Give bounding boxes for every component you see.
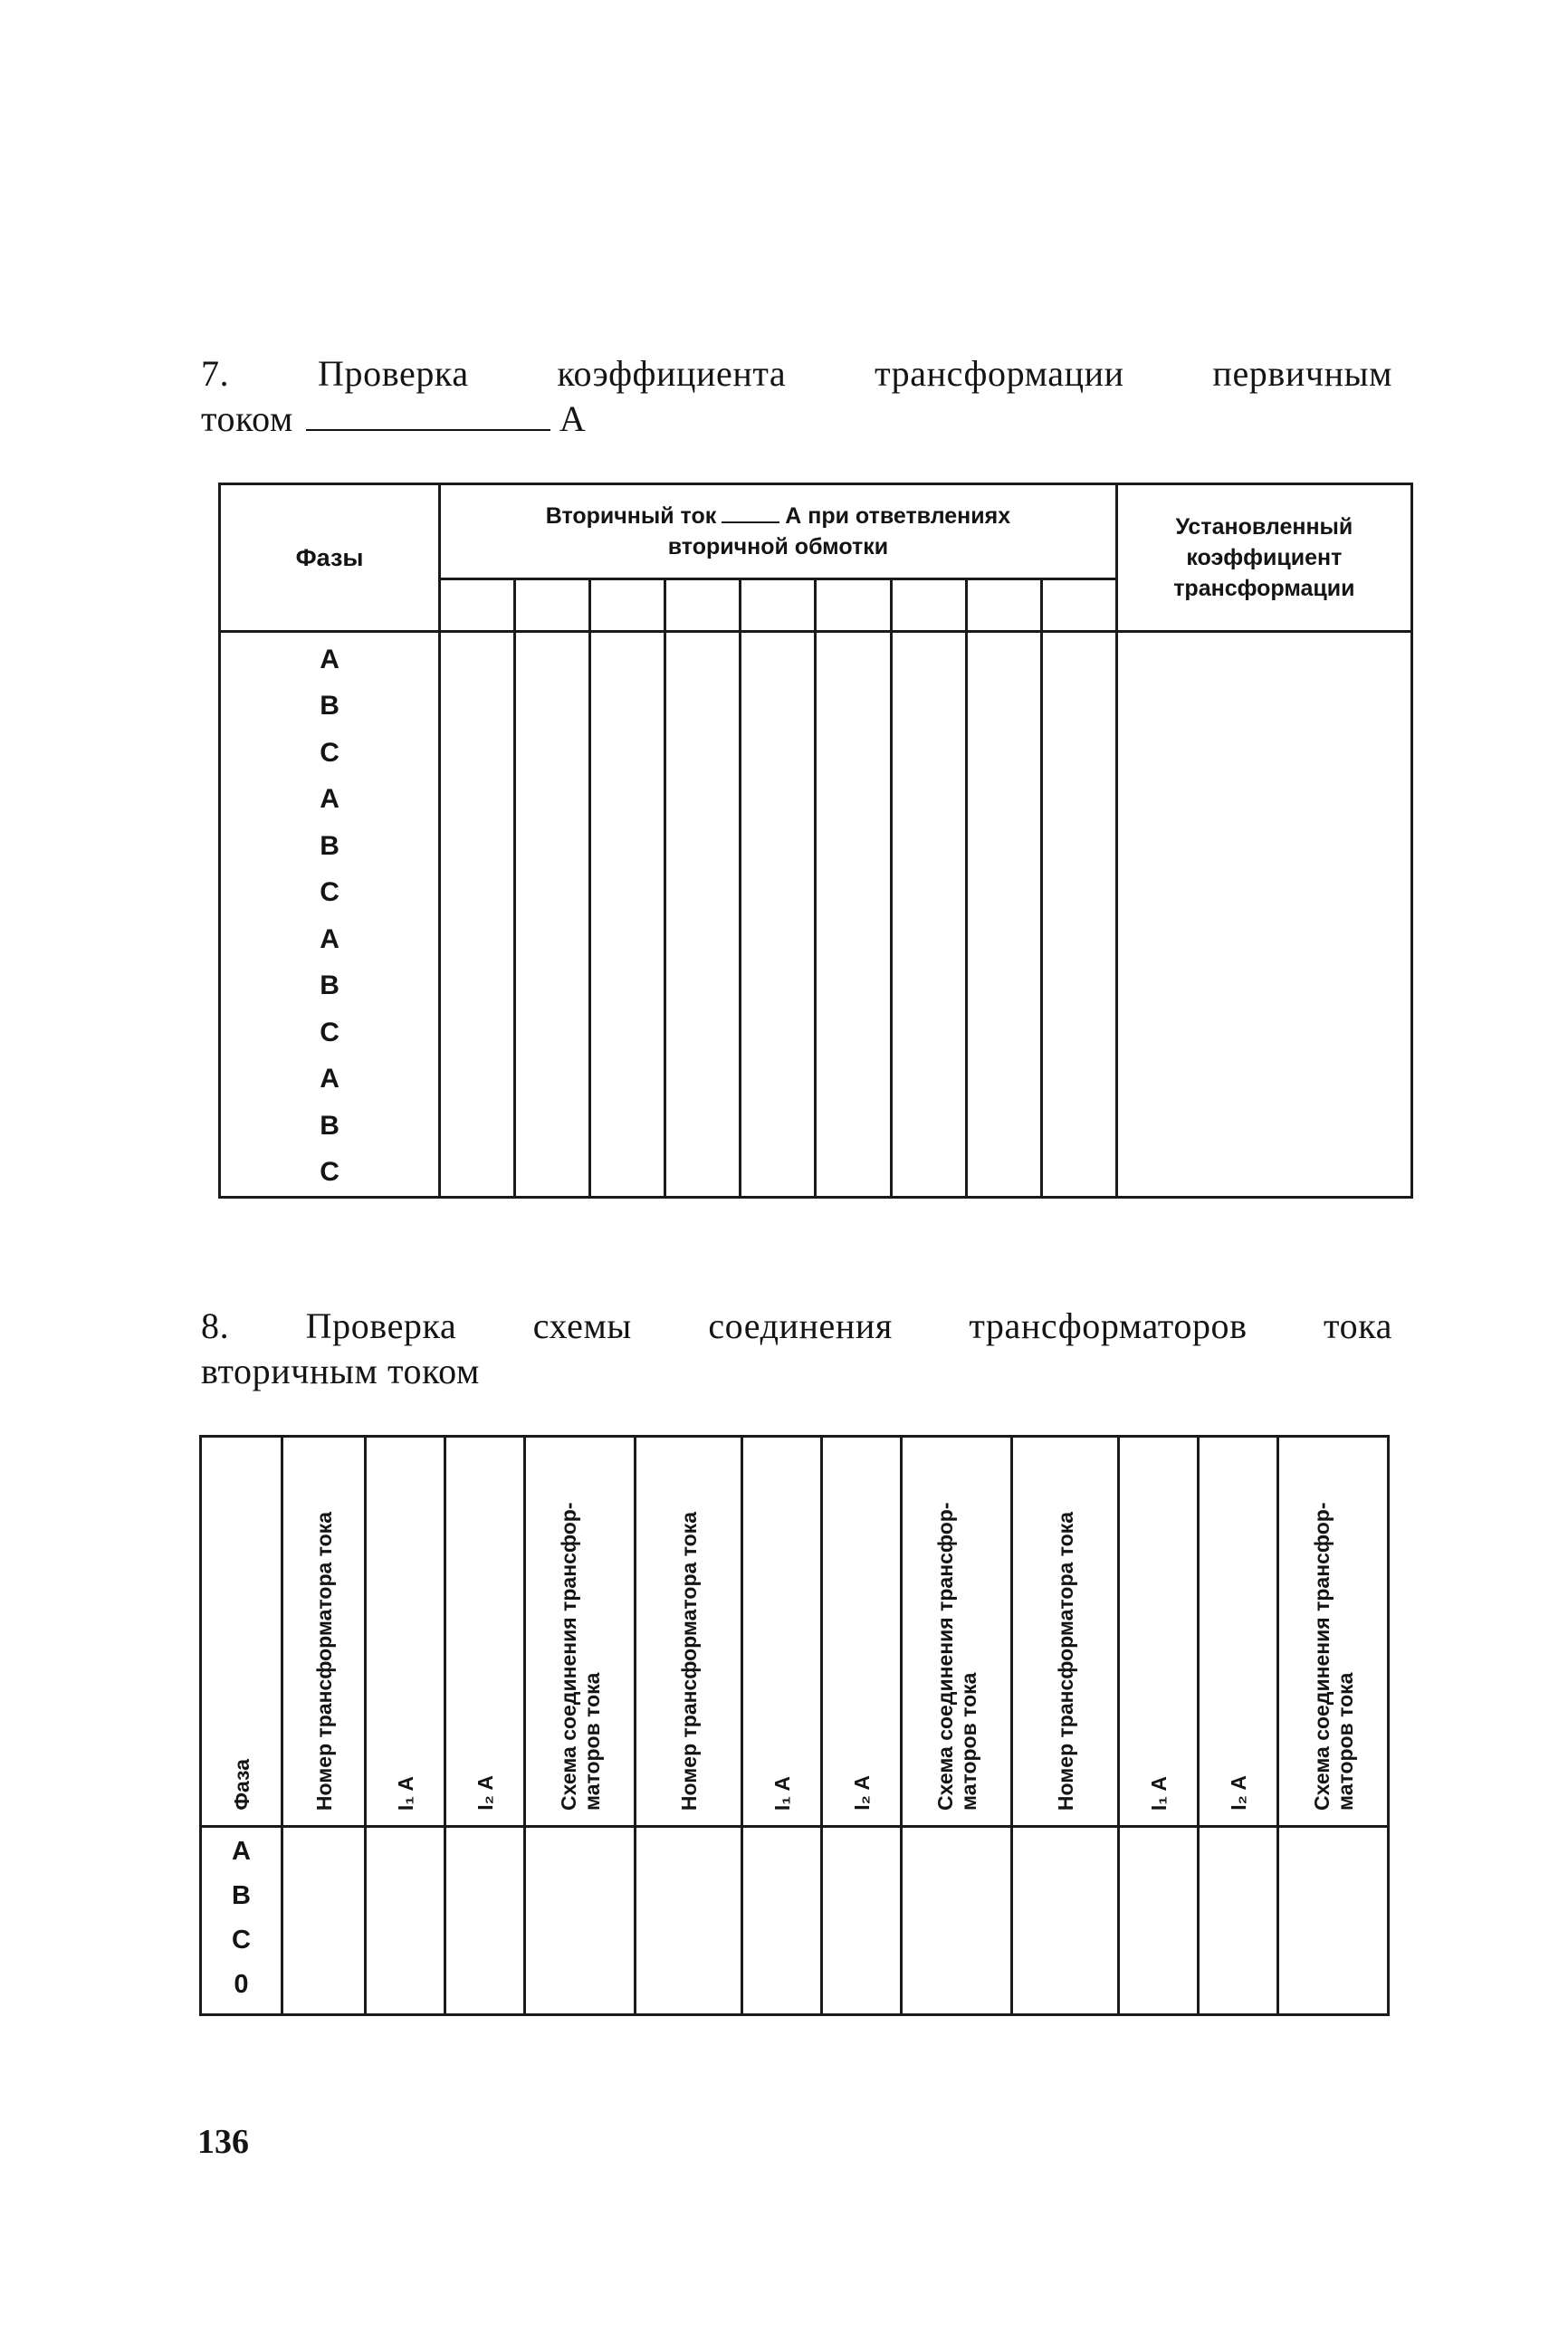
section-7-heading bbox=[201, 351, 1392, 442]
phase-column-header: Фазы bbox=[220, 484, 440, 632]
value-cell bbox=[1012, 1827, 1119, 2015]
value-cell bbox=[1041, 632, 1116, 1198]
value-cell bbox=[902, 1827, 1012, 2015]
body-row bbox=[201, 1827, 1389, 2015]
ratio-check-table bbox=[218, 483, 1413, 1199]
phase-list-cell bbox=[201, 1827, 282, 2015]
secondary-current-header-suffix: А при ответвлениях bbox=[785, 503, 1011, 529]
column-header-cell bbox=[822, 1437, 902, 1827]
column-header-cell bbox=[1119, 1437, 1199, 1827]
value-cell bbox=[515, 632, 590, 1198]
column-header-cell bbox=[1199, 1437, 1278, 1827]
phase-label: C bbox=[320, 877, 339, 908]
value-cell bbox=[282, 1827, 366, 2015]
column-header-cell bbox=[636, 1437, 742, 1827]
phase-list bbox=[221, 641, 438, 1188]
column-header-cell bbox=[445, 1437, 525, 1827]
value-cell bbox=[1119, 1827, 1199, 2015]
phase-label: A bbox=[320, 1064, 339, 1095]
value-cell bbox=[636, 1827, 742, 2015]
ratio-value-cell bbox=[1116, 632, 1411, 1198]
column-header-cell bbox=[742, 1437, 822, 1827]
column-header-cell bbox=[902, 1437, 1012, 1827]
phase-label: B bbox=[320, 691, 339, 722]
tap-header-cell bbox=[891, 579, 966, 632]
phase-label: 0 bbox=[234, 1970, 249, 1999]
phase-list bbox=[202, 1828, 281, 2000]
phase-label: C bbox=[232, 1926, 251, 1955]
primary-current-blank bbox=[306, 398, 550, 431]
column-header-label: I₁ A bbox=[393, 1775, 417, 1811]
header-row bbox=[201, 1437, 1389, 1827]
tap-header-cell bbox=[665, 579, 741, 632]
value-cell bbox=[822, 1827, 902, 2015]
secondary-current-blank bbox=[722, 502, 779, 523]
phase-label: B bbox=[320, 830, 339, 861]
secondary-current-header bbox=[440, 484, 1117, 579]
phase-label: C bbox=[320, 737, 339, 768]
tap-header-cell bbox=[966, 579, 1041, 632]
section-8-title-line2: вторичным током bbox=[201, 1351, 480, 1391]
tap-header-cell bbox=[440, 579, 515, 632]
phase-label: C bbox=[320, 1017, 339, 1047]
value-cell bbox=[742, 1827, 822, 2015]
column-header-label: Схема соединения трансфор-маторов тока bbox=[1309, 1502, 1357, 1811]
secondary-current-header-line2: вторичной обмотки bbox=[667, 534, 889, 559]
section-7-title-line2 bbox=[201, 397, 1392, 442]
section-8-heading bbox=[201, 1304, 1392, 1394]
phase-label: A bbox=[320, 784, 339, 815]
page-number: 136 bbox=[197, 2123, 249, 2161]
phase-label: B bbox=[320, 970, 339, 1001]
value-cell bbox=[665, 632, 741, 1198]
column-header-cell bbox=[1012, 1437, 1119, 1827]
phase-label: A bbox=[320, 645, 339, 674]
column-header-label: Номер трансформатора тока bbox=[676, 1511, 701, 1811]
value-cell bbox=[1278, 1827, 1389, 2015]
section-8-title-line1: 8. Проверка схемы соединения трансформаторов тока bbox=[201, 1305, 1392, 1346]
section-7-title-unit: А bbox=[559, 398, 587, 439]
column-header-label: Фаза bbox=[229, 1759, 253, 1811]
column-header-label: Схема соединения трансфор-маторов тока bbox=[932, 1502, 980, 1811]
tap-header-cell bbox=[590, 579, 665, 632]
value-cell bbox=[966, 632, 1041, 1198]
phase-label: B bbox=[320, 1110, 339, 1141]
value-cell bbox=[891, 632, 966, 1198]
column-header-label: I₂ A bbox=[473, 1775, 497, 1811]
phase-label: A bbox=[320, 923, 339, 954]
value-cell bbox=[741, 632, 816, 1198]
column-header-label: Номер трансформатора тока bbox=[311, 1511, 336, 1811]
tap-header-cell bbox=[1041, 579, 1116, 632]
column-header-label: Номер трансформатора тока bbox=[1053, 1511, 1077, 1811]
section-7-title-line1: 7. Проверка коэффициента трансформации первичным bbox=[201, 353, 1392, 394]
value-cell bbox=[525, 1827, 636, 2015]
column-header-label: I₁ A bbox=[770, 1775, 794, 1811]
value-cell bbox=[440, 632, 515, 1198]
value-cell bbox=[1199, 1827, 1278, 2015]
secondary-current-header-prefix: Вторичный ток bbox=[545, 503, 717, 529]
phase-list-cell bbox=[220, 632, 440, 1198]
column-header-cell bbox=[525, 1437, 636, 1827]
phase-label: A bbox=[232, 1837, 251, 1866]
value-cell bbox=[590, 632, 665, 1198]
column-header-label: I₂ A bbox=[849, 1775, 874, 1811]
column-header-label: I₂ A bbox=[1226, 1775, 1250, 1811]
value-cell bbox=[816, 632, 891, 1198]
connection-check-table bbox=[199, 1435, 1390, 2016]
tap-header-cell bbox=[741, 579, 816, 632]
column-header-cell bbox=[201, 1437, 282, 1827]
tap-header-cell bbox=[515, 579, 590, 632]
ratio-column-header: Установленный коэффициент трансформации bbox=[1116, 484, 1411, 632]
section-7-title-prefix: током bbox=[201, 398, 293, 439]
value-cell bbox=[366, 1827, 445, 2015]
column-header-cell bbox=[282, 1437, 366, 1827]
value-cell bbox=[445, 1827, 525, 2015]
phase-label: B bbox=[232, 1881, 251, 1910]
column-header-label: I₁ A bbox=[1146, 1775, 1171, 1811]
column-header-cell bbox=[366, 1437, 445, 1827]
phase-label: C bbox=[320, 1156, 339, 1187]
column-header-cell bbox=[1278, 1437, 1389, 1827]
column-header-label: Схема соединения трансфор-маторов тока bbox=[556, 1502, 604, 1811]
tap-header-cell bbox=[816, 579, 891, 632]
